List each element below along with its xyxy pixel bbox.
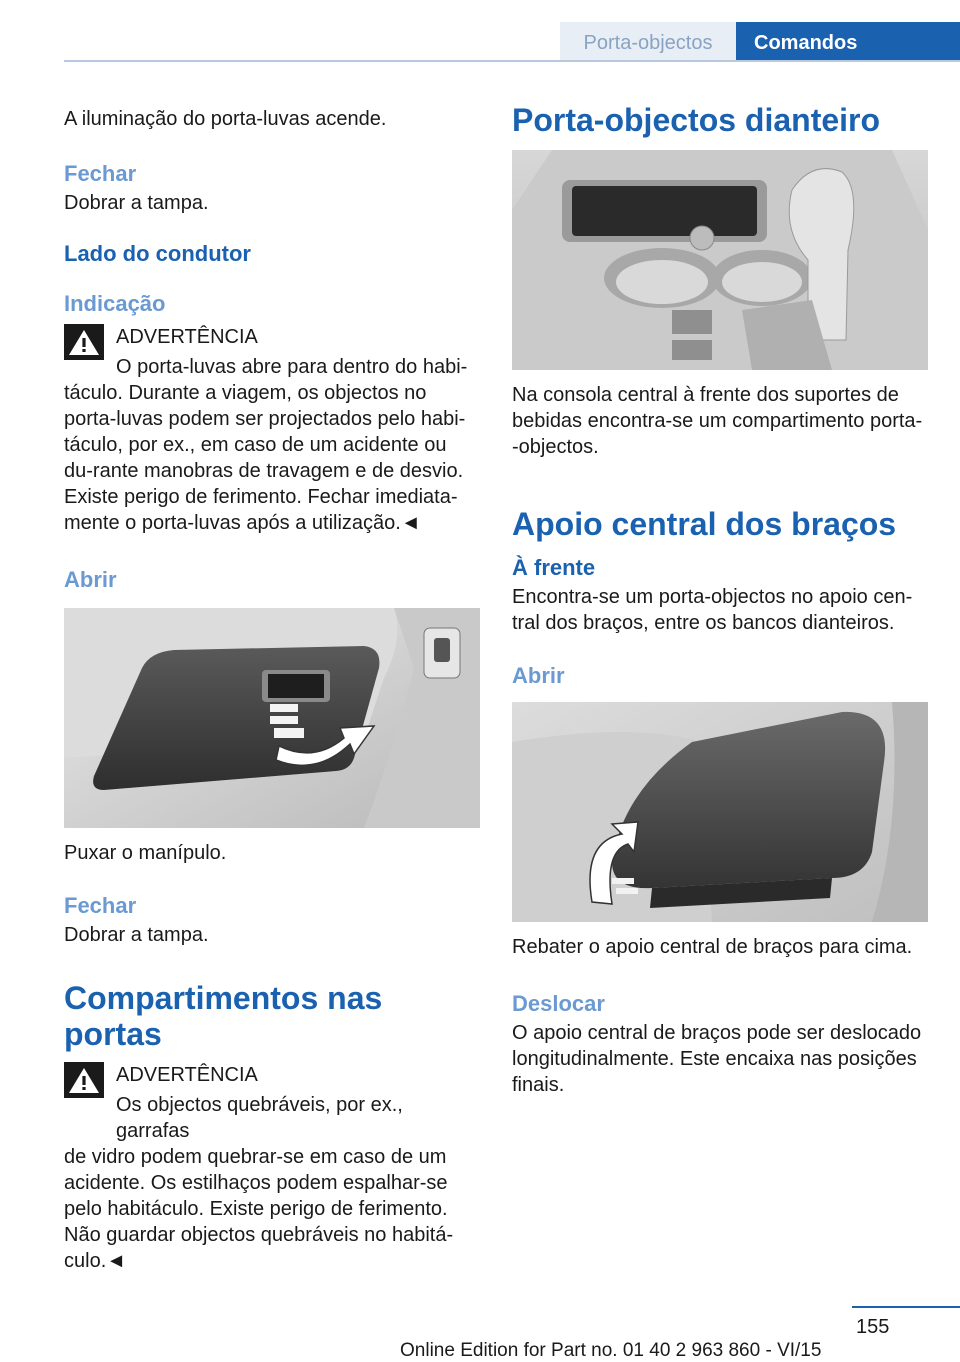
center-console-photo xyxy=(512,150,928,370)
abrir-heading-right: Abrir xyxy=(512,663,565,688)
deslocar-heading: Deslocar xyxy=(512,991,605,1016)
a-frente-text: Encontra-se um porta-objectos no apoio cen-tral dos braços, entre os bancos dianteiros. xyxy=(512,586,913,634)
fechar-heading: Fechar xyxy=(64,161,137,186)
footer-edition: Online Edition for Part no. 01 40 2 963 860 - VI/15 xyxy=(400,1340,822,1361)
page-number: 155 xyxy=(856,1316,890,1338)
glovebox-open-photo xyxy=(64,608,480,828)
abrir-heading: Abrir xyxy=(64,567,117,592)
front-storage-heading: Porta-objectos dianteiro xyxy=(512,102,881,138)
left-column xyxy=(64,96,480,1274)
header-section-tab: Porta-objectos xyxy=(560,22,736,62)
warning-first-line: O porta-luvas abre para dentro do habi- xyxy=(116,356,468,378)
fechar-text-2: Dobrar a tampa. xyxy=(64,924,209,946)
warning-title: ADVERTÊNCIA xyxy=(116,1064,258,1086)
front-storage-text: Na consola central à frente dos suportes de bebidas encontra-se um compartimento porta--objectos. xyxy=(512,384,923,458)
footer-rule xyxy=(852,1306,960,1308)
door-compartments-heading: Compartimentos nas portas xyxy=(64,980,383,1052)
warning-first-line: Os objectos quebráveis, por ex., garrafas xyxy=(116,1094,403,1142)
armrest-open-photo xyxy=(512,702,928,922)
a-frente-heading: À frente xyxy=(512,555,596,580)
header-chapter-label: Comandos xyxy=(754,32,858,54)
rebater-text: Rebater o apoio central de braços para cima. xyxy=(512,936,913,958)
warning-box-glovebox xyxy=(64,324,480,536)
warning-triangle-icon xyxy=(64,1062,104,1098)
warning-box-doors xyxy=(64,1062,480,1274)
header-chapter-tab xyxy=(736,22,960,62)
warning-body: táculo. Durante a viagem, os objectos no porta-luvas podem ser projectados pelo habi-táculo, por ex., em caso de um acidente ou du-rante manobras de travagem e de desvio. Existe perigo de ferimento. Fechar imediata-mente o porta-luvas após a utilização.◄ xyxy=(64,382,466,534)
pull-handle-text: Puxar o manípulo. xyxy=(64,842,227,864)
driver-side-heading: Lado do condutor xyxy=(64,241,251,266)
indicacao-heading: Indicação xyxy=(64,291,166,316)
fechar-heading-2: Fechar xyxy=(64,893,137,918)
header-rule xyxy=(64,60,960,62)
warning-title: ADVERTÊNCIA xyxy=(116,326,258,348)
warning-triangle-icon xyxy=(64,324,104,360)
armrest-heading: Apoio central dos braços xyxy=(512,506,897,542)
warning-body: de vidro podem quebrar-se em caso de um acidente. Os estilhaços podem espalhar-se pelo habitáculo. Existe perigo de ferimento. Não guardar objectos quebráveis no habitá-culo.◄ xyxy=(64,1146,454,1272)
deslocar-text: O apoio central de braços pode ser deslocado longitudinalmente. Este encaixa nas posições finais. xyxy=(512,1022,922,1096)
glovebox-light-text: A iluminação do porta-luvas acende. xyxy=(64,108,387,130)
fechar-text: Dobrar a tampa. xyxy=(64,192,209,214)
right-column xyxy=(512,96,928,1098)
